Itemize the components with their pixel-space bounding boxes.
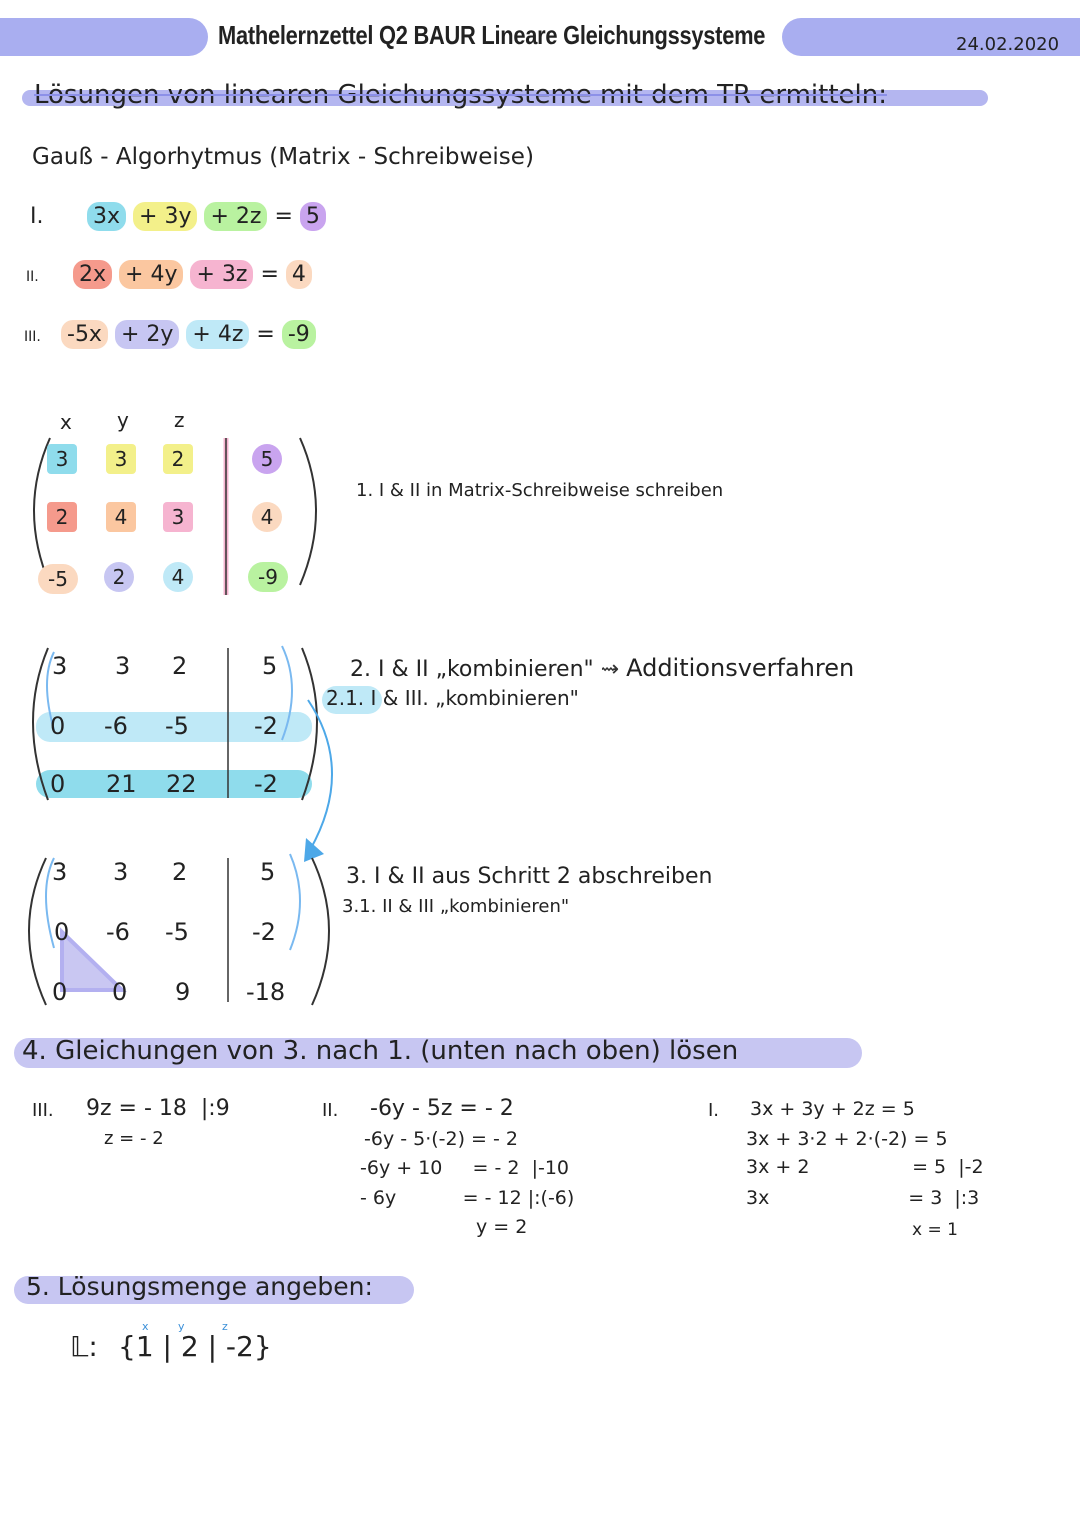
squiggle-arrow-icon: ⇝ [600,657,620,682]
matrix1-header-z: z [174,408,185,432]
m1-r2-c3: 3 [163,502,193,532]
eq2-rhs: 4 [286,260,312,289]
m2-r3-c3: 22 [166,770,197,798]
eq1-term-z: + 2z [204,202,267,231]
page-date: 24.02.2020 [956,34,1060,55]
m1-r1-c2: 3 [106,444,136,474]
eq3-term-x: -5x [61,320,108,349]
solution-var-z: z [222,1320,228,1333]
solve2-line5: y = 2 [476,1216,528,1238]
m1-r2-c1: 2 [47,502,77,532]
equation-2 [26,262,312,287]
solve1-line3: 3x + 2 = 5 |-2 [746,1156,984,1178]
m3-r2-c2: -6 [106,918,130,946]
page-title: Mathelernzettel Q2 BAUR Lineare Gleichungssysteme [218,20,766,50]
m2-r1-c1: 3 [52,652,68,680]
step2-extra: Additionsverfahren [626,654,855,682]
m3-r3-c4: -18 [246,978,286,1006]
eq1-term-y: + 3y [133,202,197,231]
step1-text: 1. I & II in Matrix-Schreibweise schreiben [356,480,724,501]
eq3-equals: = [256,322,275,347]
m2-r2-c4: -2 [254,712,278,740]
solve2-line3: -6y + 10 = - 2 |-10 [360,1157,570,1179]
m1-r1-c3: 2 [163,444,193,474]
solution-set-symbol: 𝕃: [70,1330,98,1363]
step3-1-text: 3.1. II & III „kombinieren" [342,896,570,917]
section-heading: Lösungen von linearen Gleichungssysteme mit dem TR ermitteln: [34,80,887,110]
m1-r3-c2: 2 [104,562,134,592]
m2-r3-c4: -2 [254,770,278,798]
eq1-equals: = [274,204,293,229]
solve2-line2: -6y - 5·(-2) = - 2 [364,1128,519,1150]
m3-r1-c4: 5 [260,858,276,886]
solve2-line4: - 6y = - 12 |:(-6) [360,1187,575,1209]
eq1-rhs: 5 [300,202,326,231]
eq2-label: II. [26,269,39,285]
step2-1-text: 2.1. I & III. „kombinieren" [326,686,579,710]
step2-text [350,654,854,682]
eq3-term-z: + 4z [186,320,249,349]
solve3-line1: 9z = - 18 |:9 [86,1096,230,1121]
solution-var-x: x [142,1320,149,1333]
m3-r1-c3: 2 [172,858,188,886]
eq3-term-y: + 2y [115,320,179,349]
m2-r1-c2: 3 [115,652,131,680]
method-title: Gauß - Algorhytmus (Matrix - Schreibweise) [32,144,534,170]
m3-r2-c4: -2 [252,918,276,946]
solution-set-values: {1 | 2 | -2} [118,1330,272,1363]
m1-r1-c4: 5 [252,444,282,474]
m3-r2-c1: 0 [54,918,70,946]
m1-r1-c1: 3 [47,444,77,474]
m1-r3-c1: -5 [38,564,78,594]
m2-r2-c3: -5 [165,712,189,740]
equation-1 [30,204,326,229]
eq2-equals: = [260,262,279,287]
step2-label: 2. I & II „kombinieren" [350,657,594,682]
m1-r3-c3: 4 [163,562,193,592]
eq1-term-x: 3x [87,202,126,231]
solve1-line1: 3x + 3y + 2z = 5 [750,1098,915,1120]
m2-r2-c1: 0 [50,712,66,740]
m2-r3-c2: 21 [106,770,137,798]
matrix1-header-y: y [117,408,129,432]
eq2-term-z: + 3z [190,260,253,289]
matrix1-header-x: x [60,410,72,434]
m3-r3-c3: 9 [175,978,191,1006]
step4-heading: 4. Gleichungen von 3. nach 1. (unten nach oben) lösen [22,1036,739,1066]
eq3-rhs: -9 [282,320,316,349]
header-bar-left [0,18,208,56]
m1-r2-c2: 4 [106,502,136,532]
m3-r1-c1: 3 [52,858,68,886]
solve3-line2: z = - 2 [104,1128,164,1149]
eq1-label: I. [30,204,44,229]
solve1-label: I. [708,1100,720,1121]
eq3-label: III. [24,329,41,345]
m3-r3-c2: 0 [112,978,128,1006]
solution-var-y: y [178,1320,185,1333]
solve3-label: III. [32,1100,54,1121]
m3-r2-c3: -5 [165,918,189,946]
m3-r1-c2: 3 [113,858,129,886]
m1-r2-c4: 4 [252,502,282,532]
eq2-term-x: 2x [73,260,112,289]
m3-r3-c1: 0 [52,978,68,1006]
m1-r3-c4: -9 [248,562,288,592]
solve2-label: II. [322,1100,339,1121]
equation-3 [24,322,316,347]
solve1-line4: 3x = 3 |:3 [746,1187,980,1209]
solve2-line1: -6y - 5z = - 2 [370,1096,514,1121]
m2-r1-c4: 5 [262,652,278,680]
m2-r3-c1: 0 [50,770,66,798]
m2-r1-c3: 2 [172,652,188,680]
solve1-line2: 3x + 3·2 + 2·(-2) = 5 [746,1128,948,1150]
m2-r2-c2: -6 [104,712,128,740]
eq2-term-y: + 4y [119,260,183,289]
solve1-line5: x = 1 [912,1220,958,1240]
step3-text: 3. I & II aus Schritt 2 abschreiben [346,864,713,889]
step5-heading: 5. Lösungsmenge angeben: [26,1272,373,1301]
